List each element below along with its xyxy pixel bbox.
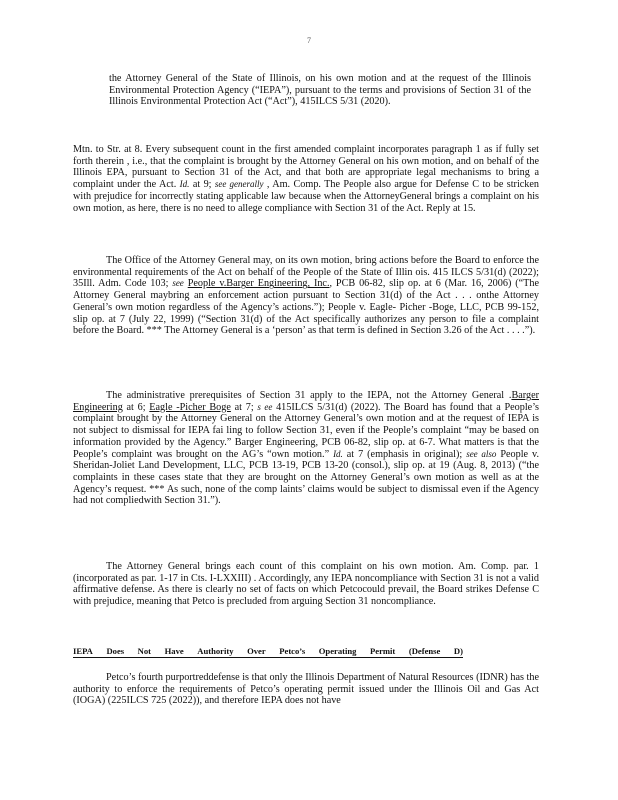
p1-text-b: at 9; — [189, 179, 215, 191]
p2-case-citation: People v.Barger Engineering, Inc. — [187, 278, 330, 290]
heading-word: (Defense — [408, 646, 441, 656]
p3-see-also: see also — [466, 448, 497, 459]
p3-text-d: 415ILCS 5/31(d) (2022). The Board has found that a People’s complaint brought by the Attorney General on the Attorney General’s own motion and at the request of IEPA is not subject to dismissal for IEPA fai ling to follow Section 31, even if the People’s complaint “may be based on information provided by the Agency.” Barger Engineering, PCB 06-82, slip op. at 6-7. What matters is that the People’s complaint was brought on the AG’s “own motion.” — [73, 401, 539, 460]
p2-see-signal: see — [172, 278, 184, 289]
section-heading — [73, 646, 463, 658]
paragraph-4: The Attorney General brings each count of this complaint on his own motion. Am. Comp. par. 1 (incorporated as par. 1-17 in Cts. I-LXXIII) . Accordingly, any IEPA noncompliance with Section 31 is not a valid affirmative defense. As there is clearly no set of facts on which Petcocould prevail, the Board strikes Defense C with prejudice, meaning that Petco is precluded from arguing Section 31 noncompliance. — [73, 561, 539, 608]
heading-word: Over — [247, 646, 266, 656]
heading-word: D) — [453, 646, 463, 656]
heading-word: IEPA — [73, 646, 93, 656]
heading-word: Petco’s — [279, 646, 306, 656]
heading-word: Not — [137, 646, 152, 656]
p3-text-f: People v. Sheridan-Joliet Land Development, LLC, PCB 13-19, PCB 13-20 (consol.), slip op. at 19 (Aug. 8, 2013) (“the complaints in these cases state that they are brought on the Attorney General’s own motion as well as at the Agency’s request. *** As such, none of the comp laints’ claims would be subject to dismissal even if the Agency had not compliedwith Section 31.”). — [73, 448, 539, 507]
p3-id-cite: Id. — [333, 448, 343, 459]
p3-case-eagle-picher: Eagle -Picher Boge — [149, 401, 231, 413]
p1-id-cite: Id. — [179, 179, 190, 190]
p3-text-a: The administrative prerequisites of Section 31 apply to the IEPA, not the Attorney General . — [106, 390, 512, 401]
page-number: 7 — [307, 36, 311, 45]
heading-word: Operating — [318, 646, 357, 656]
heading-word: Permit — [370, 646, 396, 656]
block-quote: the Attorney General of the State of Illinois, on his own motion and at the request of the Illinois Environmental Protection Agency (“IEPA”), pursuant to the terms and provisions of Section 31 of the Illinois Environmental Protection Act (“Act”), 415ILCS 5/31 (2020). — [109, 73, 531, 108]
p3-text-c: at 7; — [230, 401, 258, 413]
p2-text-b: , PCB 06-82, slip op. at 6 (Mar. 16, 2006) (“The Attorney General maybring an enforcement action pursuant to Section 31(d) of the Act . . . onthe Attorney General’s own motion regardless of the Agency’s actions.”); People v. Eagle- Picher -Boge, LLC, PCB 99-152, slip op. at 7 (July 22, 1999) (“Section 31(d) of the Act specifically authorizes any person to file a complaint before the Board. *** The Attorney General is a ‘person’ as that term is defined in Section 3.26 of the Act . . . .”). — [73, 278, 539, 337]
p2-text-a: The Office of the Attorney General may, on its own motion, bring actions before the Board to enforce the environmental requirements of the Act on behalf of the People of the State of Illin ois. 415 ILCS 5/31(d) (2022); 35Ill. Adm. Code 103; — [73, 255, 539, 290]
p1-see-generally: see generally — [214, 179, 264, 190]
p3-text-e: at 7 (emphasis in original); — [342, 448, 467, 460]
heading-word: Does — [106, 646, 125, 656]
paragraph-3 — [73, 390, 539, 507]
p1-text-a: Mtn. to Str. at 8. Every subsequent count in the first amended complaint incorporates paragraph 1 as if fully set forth therein , i.e., that the complaint is brought by the Attorney General on his own motion, and on behalf of the Illinois EPA, pursuant to Section 31 of the Act, and that both are appropriate legal mechanisms to bring a complaint under the Act. — [73, 144, 539, 191]
p3-text-b: at 6; — [122, 401, 150, 413]
paragraph-5: Petco’s fourth purportreddefense is that only the Illinois Department of Natural Resources (IDNR) has the authority to enforce the requirements of Petco’s operating permit issued under the Illinois Oil and Gas Act (IOGA) (225ILCS 725 (2022)), and therefore IEPA does not have — [73, 672, 539, 707]
paragraph-2 — [73, 255, 539, 337]
p3-see-signal: s ee — [257, 401, 273, 412]
heading-word: Have — [164, 646, 184, 656]
paragraph-1 — [73, 144, 539, 214]
heading-word: Authority — [197, 646, 234, 656]
p3-case-barger: Barger Engineering — [73, 390, 539, 413]
p1-text-c: , Am. Comp. The People also argue for Defense C to be stricken with prejudice for incorrectly stating applicable law because when the AttorneyGeneral brings a complaint on his own motion, as here, there is no need to allege compliance with Section 31 of the Act. Reply at 15. — [73, 179, 540, 214]
